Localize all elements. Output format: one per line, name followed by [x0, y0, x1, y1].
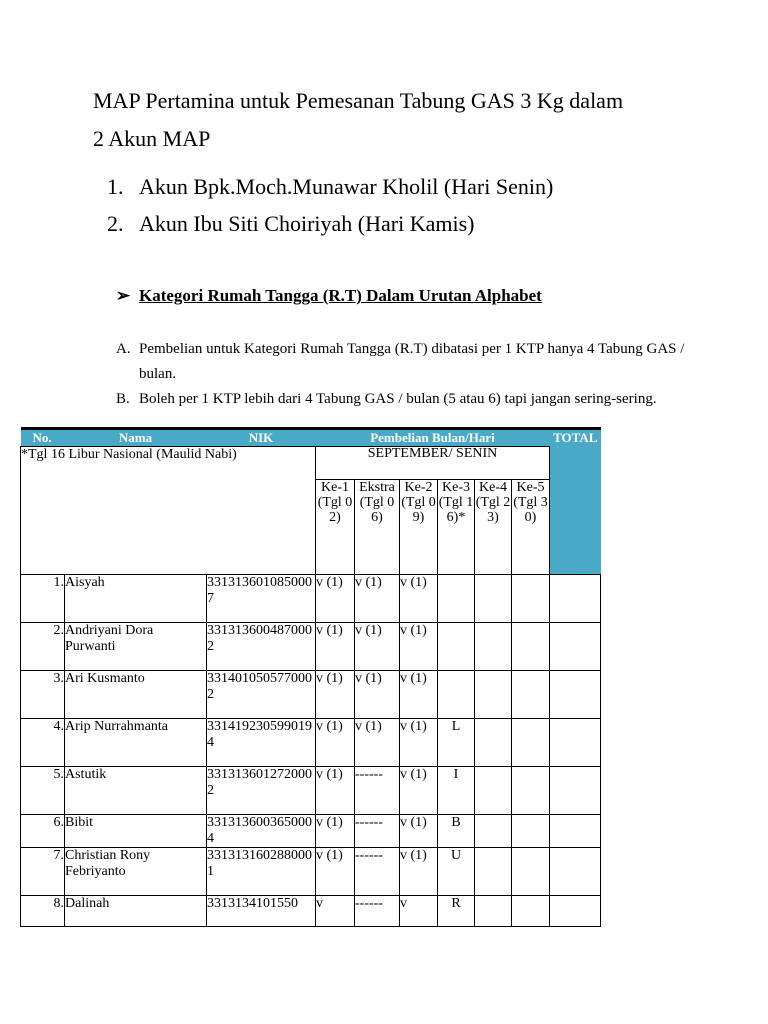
row-ke5 — [512, 848, 550, 896]
row-ke1: v (1) — [316, 767, 355, 815]
table-row — [21, 896, 601, 927]
document-title-line-2: 2 Akun MAP — [93, 126, 211, 151]
month-header: SEPTEMBER/ SENIN — [316, 447, 550, 480]
row-ke2: v (1) — [400, 623, 438, 671]
document-title-line-1: MAP Pertamina untuk Pemesanan Tabung GAS 3 Kg dalam — [93, 88, 624, 113]
row-name: Arip Nurrahmanta — [65, 719, 207, 767]
row-ke2: v (1) — [400, 767, 438, 815]
row-total — [550, 719, 601, 767]
header-pembelian: Pembelian Bulan/Hari — [316, 429, 550, 447]
account-item-1 — [107, 174, 553, 200]
row-nik: 3313131602880001 — [207, 848, 316, 896]
period-header: Ke-1 (Tgl 02) — [316, 480, 355, 575]
row-ke1: v — [316, 896, 355, 927]
row-ke4 — [475, 815, 512, 848]
row-number: 7. — [21, 848, 65, 896]
row-ke2: v (1) — [400, 848, 438, 896]
row-ke2: v (1) — [400, 575, 438, 623]
row-ke1: v (1) — [316, 815, 355, 848]
row-ke5 — [512, 623, 550, 671]
row-name: Bibit — [65, 815, 207, 848]
row-ke3 — [438, 671, 475, 719]
table-row — [21, 719, 601, 767]
table-header-row — [21, 429, 601, 447]
row-name: Ari Kusmanto — [65, 671, 207, 719]
table-row — [21, 671, 601, 719]
purchase-table — [20, 427, 601, 927]
period-header: Ke-5 (Tgl 30) — [512, 480, 550, 575]
row-ke2: v (1) — [400, 719, 438, 767]
holiday-note: *Tgl 16 Libur Nasional (Maulid Nabi) — [21, 447, 316, 575]
header-nik: NIK — [207, 429, 316, 447]
arrow-bullet-icon: ➢ — [116, 286, 131, 305]
row-total — [550, 896, 601, 927]
row-number: 5. — [21, 767, 65, 815]
row-total — [550, 815, 601, 848]
row-ke3: B — [438, 815, 475, 848]
row-ekstra: ------ — [355, 767, 400, 815]
row-ke3 — [438, 575, 475, 623]
row-ekstra: ------ — [355, 848, 400, 896]
row-ekstra: v (1) — [355, 719, 400, 767]
row-number: 1. — [21, 575, 65, 623]
account-text: Akun Ibu Siti Choiriyah (Hari Kamis) — [139, 211, 475, 236]
row-name: Christian Rony Febriyanto — [65, 848, 207, 896]
row-ke3: U — [438, 848, 475, 896]
row-number: 4. — [21, 719, 65, 767]
row-total — [550, 848, 601, 896]
period-header: Ke-3 (Tgl 16)* — [438, 480, 475, 575]
table-row — [21, 767, 601, 815]
header-no: No. — [21, 429, 65, 447]
row-nik: 3313136010850007 — [207, 575, 316, 623]
row-nik: 3313136012720002 — [207, 767, 316, 815]
table-subheader-row — [21, 447, 601, 480]
row-ke4 — [475, 848, 512, 896]
account-number: 1. — [107, 174, 124, 199]
row-ke4 — [475, 623, 512, 671]
row-total — [550, 575, 601, 623]
table-row — [21, 575, 601, 623]
row-number: 8. — [21, 896, 65, 927]
row-name: Dalinah — [65, 896, 207, 927]
row-number: 3. — [21, 671, 65, 719]
row-ekstra: v (1) — [355, 671, 400, 719]
row-ke4 — [475, 575, 512, 623]
row-ke4 — [475, 671, 512, 719]
row-ke4 — [475, 719, 512, 767]
row-ekstra: ------ — [355, 896, 400, 927]
row-ke4 — [475, 767, 512, 815]
row-name: Astutik — [65, 767, 207, 815]
period-header: Ke-2 (Tgl 09) — [400, 480, 438, 575]
row-ke1: v (1) — [316, 671, 355, 719]
rule-text: Boleh per 1 KTP lebih dari 4 Tabung GAS / bulan (5 atau 6) tapi jangan sering-sering. — [139, 391, 657, 407]
row-total — [550, 623, 601, 671]
rule-item-a — [116, 337, 686, 387]
header-nama: Nama — [65, 429, 207, 447]
row-ekstra: v (1) — [355, 623, 400, 671]
row-ke4 — [475, 896, 512, 927]
row-nik: 3314010505770002 — [207, 671, 316, 719]
row-number: 2. — [21, 623, 65, 671]
account-number: 2. — [107, 211, 124, 236]
row-ke3: R — [438, 896, 475, 927]
row-ke2: v (1) — [400, 671, 438, 719]
period-header: Ekstra (Tgl 06) — [355, 480, 400, 575]
row-name: Aisyah — [65, 575, 207, 623]
row-ke3 — [438, 623, 475, 671]
rule-letter: A. — [116, 341, 131, 357]
row-ke1: v (1) — [316, 575, 355, 623]
account-item-2 — [107, 211, 474, 237]
row-ke5 — [512, 575, 550, 623]
rule-item-b — [116, 387, 686, 412]
row-ke1: v (1) — [316, 623, 355, 671]
rule-text: Pembelian untuk Kategori Rumah Tangga (R.T) dibatasi per 1 KTP hanya 4 Tabung GAS / bulan. — [139, 341, 685, 382]
row-ke2: v — [400, 896, 438, 927]
table-row — [21, 623, 601, 671]
rule-letter: B. — [116, 391, 130, 407]
row-ke1: v (1) — [316, 719, 355, 767]
row-nik: 3313136003650004 — [207, 815, 316, 848]
row-ke1: v (1) — [316, 848, 355, 896]
section-heading — [116, 286, 542, 306]
row-ekstra: v (1) — [355, 575, 400, 623]
row-ke5 — [512, 896, 550, 927]
row-ekstra: ------ — [355, 815, 400, 848]
table-row — [21, 848, 601, 896]
row-total — [550, 671, 601, 719]
row-ke3: I — [438, 767, 475, 815]
period-header: Ke-4 (Tgl 23) — [475, 480, 512, 575]
row-ke3: L — [438, 719, 475, 767]
row-ke5 — [512, 671, 550, 719]
row-ke2: v (1) — [400, 815, 438, 848]
row-total — [550, 767, 601, 815]
row-nik: 3313136004870002 — [207, 623, 316, 671]
row-name: Andriyani Dora Purwanti — [65, 623, 207, 671]
table-row — [21, 815, 601, 848]
row-ke5 — [512, 767, 550, 815]
row-number: 6. — [21, 815, 65, 848]
section-heading-text: Kategori Rumah Tangga (R.T) Dalam Urutan Alphabet — [139, 286, 542, 305]
row-ke5 — [512, 815, 550, 848]
row-nik: 3314192305990194 — [207, 719, 316, 767]
row-nik: 3313134101550 — [207, 896, 316, 927]
header-total: TOTAL — [550, 429, 601, 575]
account-text: Akun Bpk.Moch.Munawar Kholil (Hari Senin) — [139, 174, 554, 199]
row-ke5 — [512, 719, 550, 767]
